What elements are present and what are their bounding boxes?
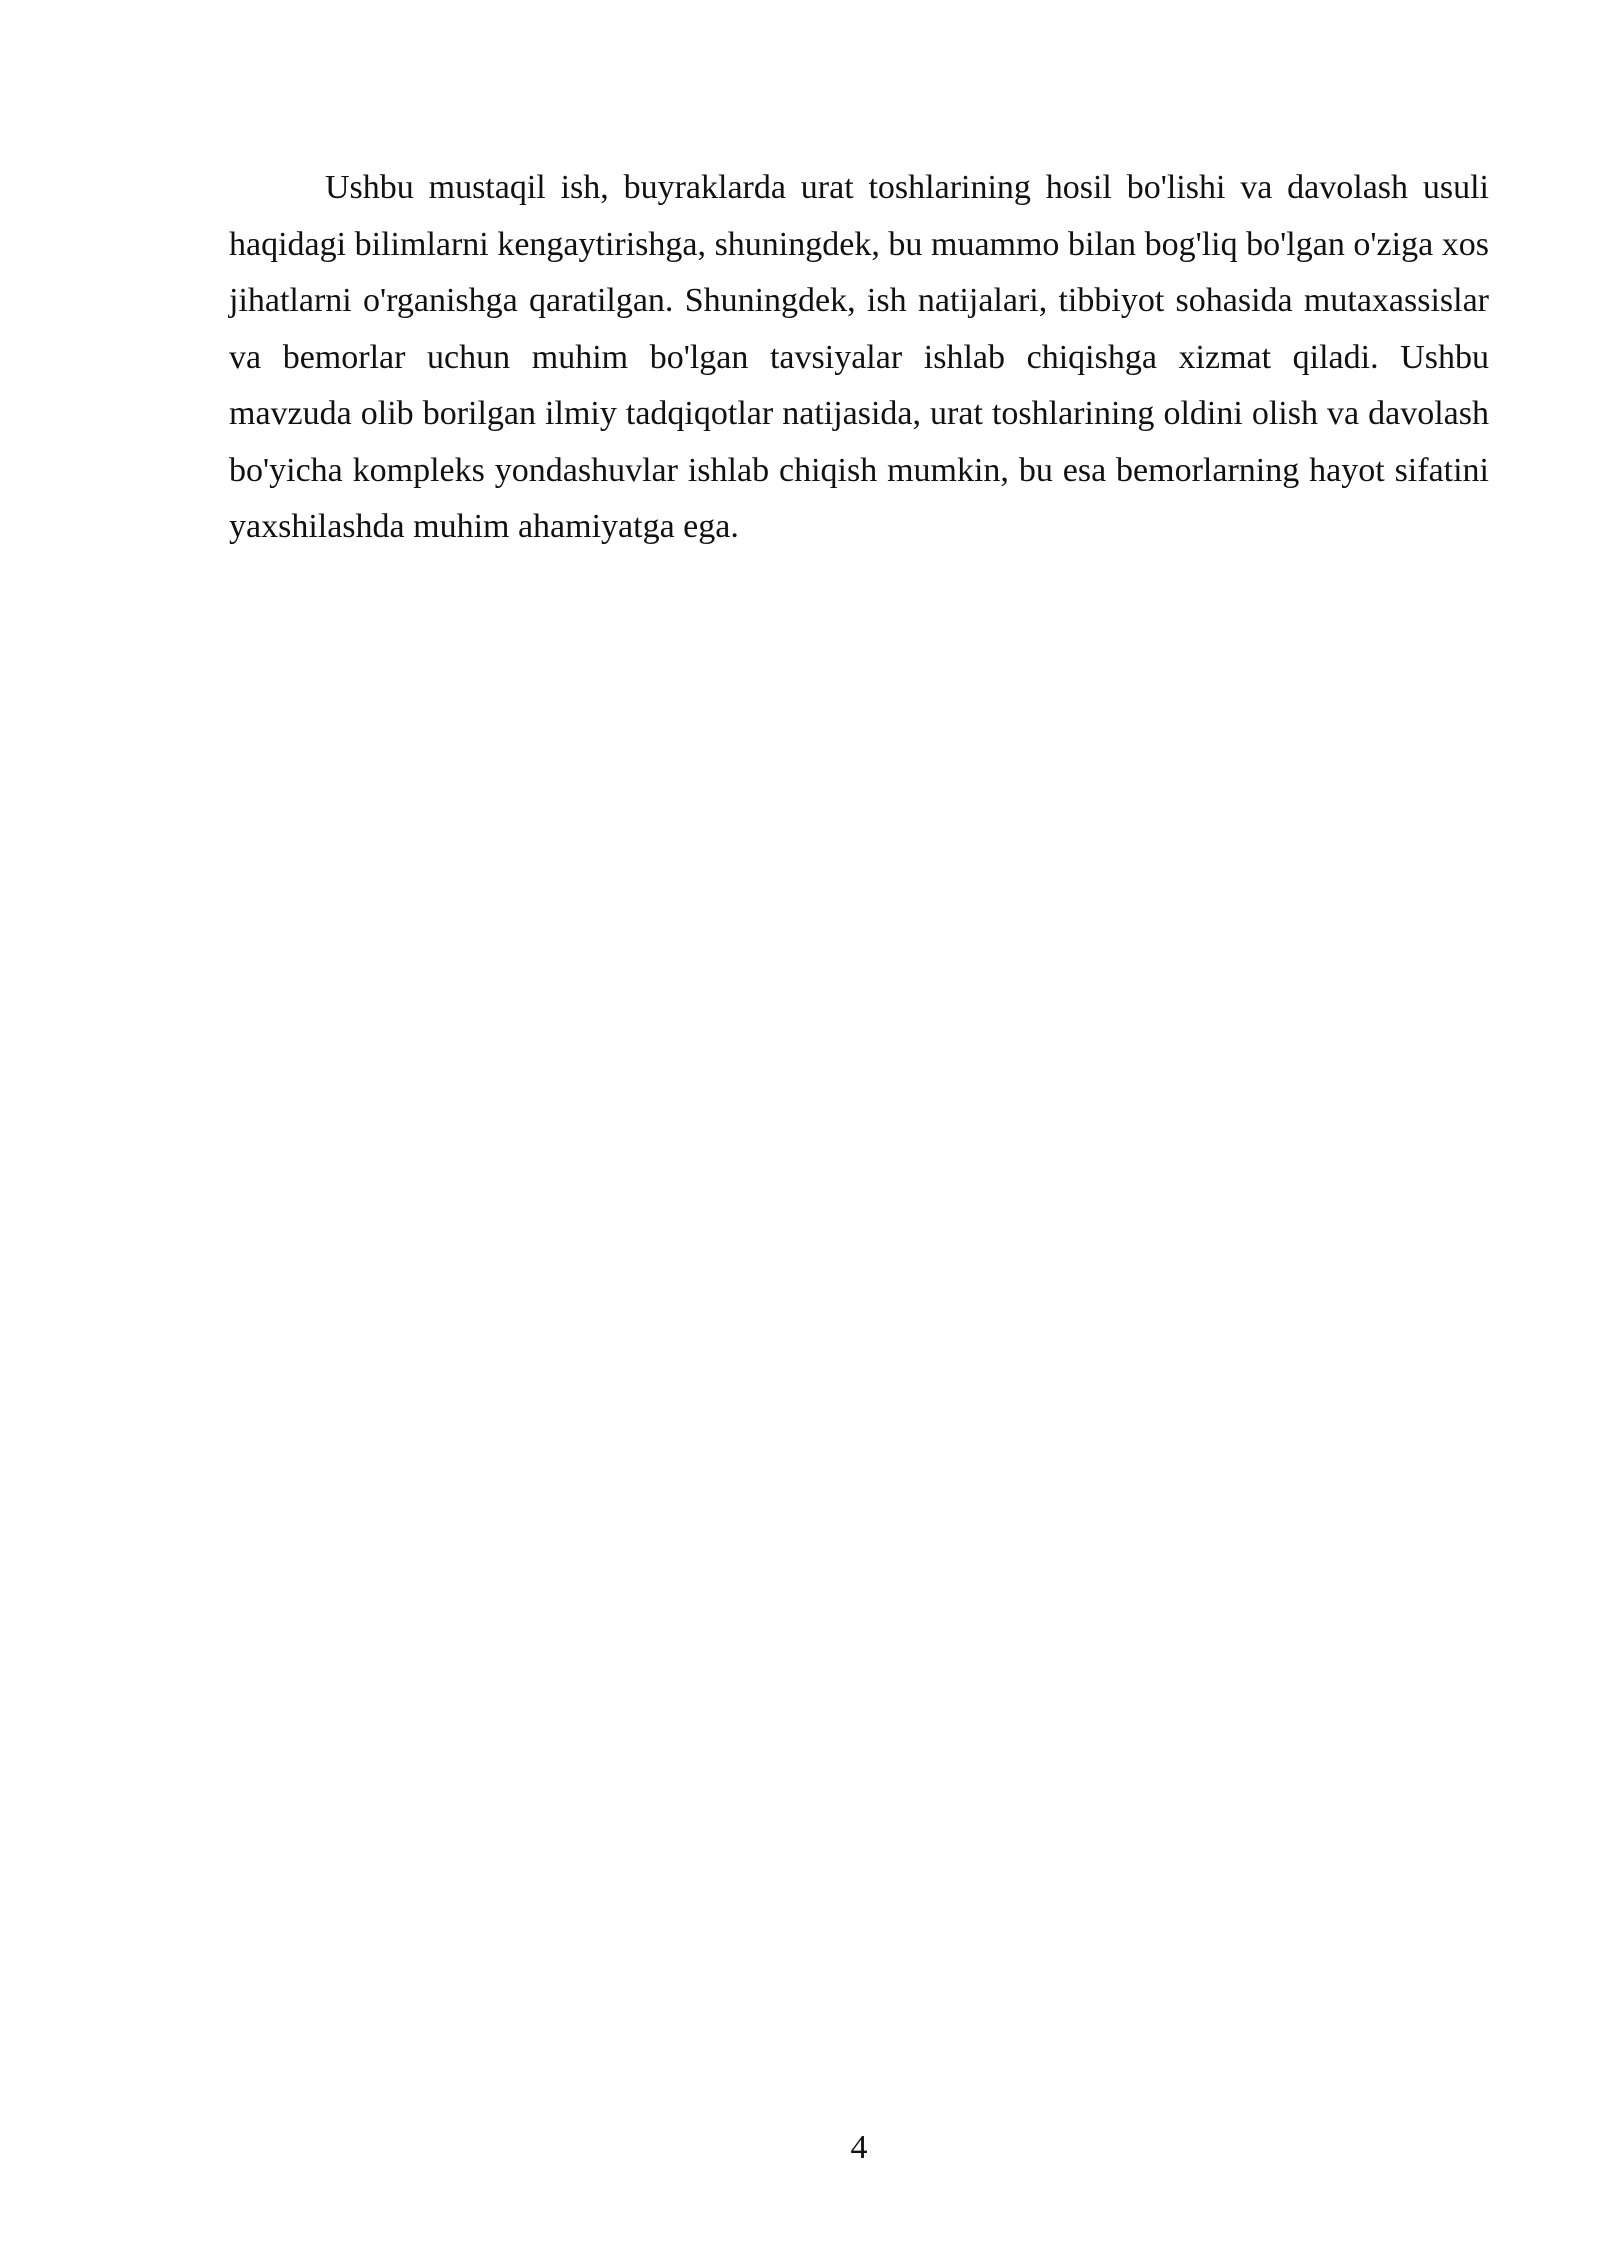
body-paragraph: Ushbu mustaqil ish, buyraklarda urat toshlarining hosil bo'lishi va davolash usuli haqidagi bilimlarni kengaytirishga, shuningdek, bu muammo bilan bog'liq bo'lgan o'ziga xos jihatlarni o'rganishga qaratilgan. Shuningdek, ish natijalari, tibbiyot sohasida mutaxassislar va bemorlar uchun muhim bo'lgan tavsiyalar ishlab chiqishga xizmat qiladi. Ushbu mavzuda olib borilgan ilmiy tadqiqotlar natijasida, urat toshlarining oldini olish va davolash bo'yicha kompleks yondashuvlar ishlab chiqish mumkin, bu esa bemorlarning hayot sifatini yaxshilashda muhim ahamiyatga ega. (229, 169, 1489, 545)
page-number: 4 (850, 2129, 868, 2166)
